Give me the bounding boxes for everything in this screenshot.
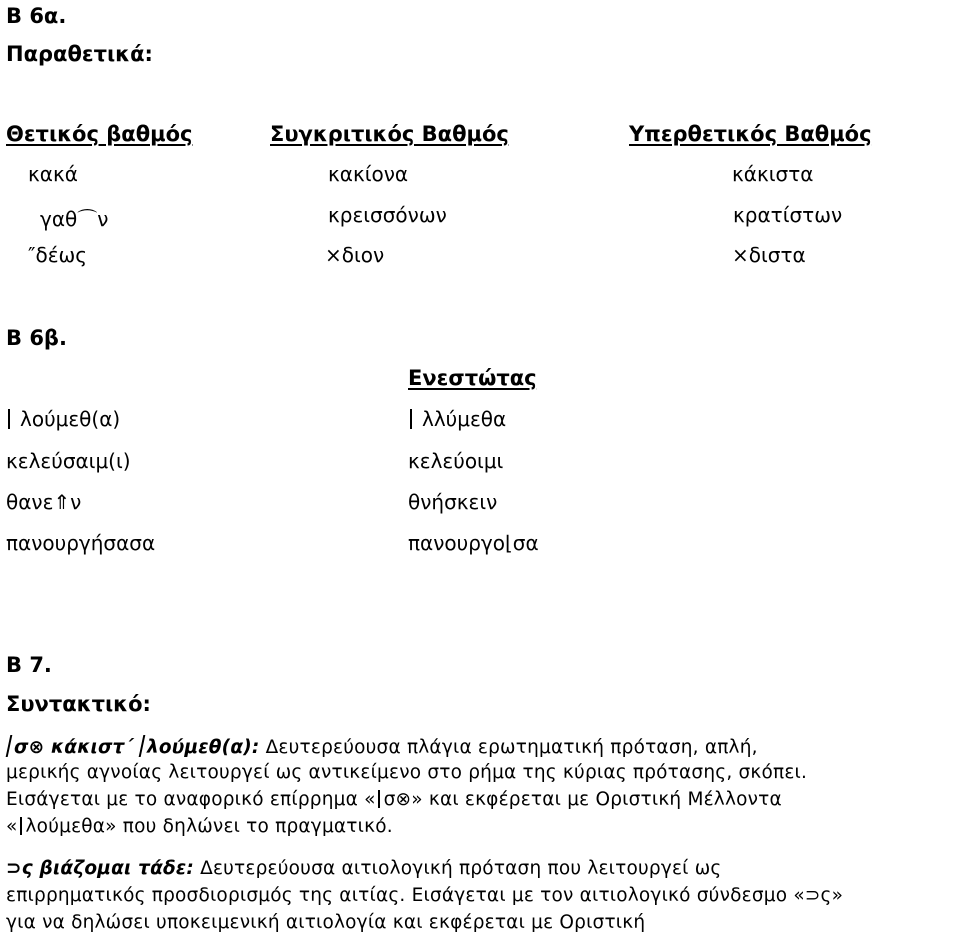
superlative-form-3: ×διστα <box>732 243 806 267</box>
positive-form-3: ″δέως <box>28 243 88 267</box>
breathing-mark <box>378 790 380 808</box>
col-header-superlative: Υπερθετικός Βαθμός <box>629 122 872 146</box>
form-row-2-left: κελεύσαιμ(ι) <box>6 449 131 473</box>
clause-label-1: σ⊗ κάκιστ΄ <box>14 737 133 758</box>
form-row-2-right: κελεύοιμι <box>408 449 504 473</box>
section-b6a-subheading: Παραθετικά: <box>6 42 153 66</box>
superlative-form-2: κρατίστων <box>733 203 843 227</box>
breathing-mark <box>139 735 146 757</box>
form-row-3-left: θανε⇑ν <box>6 490 82 514</box>
syntax-para2-line3: για να δηλώσει υποκειμενική αιτιολογία και εκφέρεται με Οριστική <box>6 912 646 933</box>
comparative-form-3: ×διον <box>325 243 385 267</box>
comparative-form-2: κρεισσόνων <box>328 203 447 227</box>
form-row-3-right: θνήσκειν <box>408 490 498 514</box>
section-b6a-heading: Β 6α. <box>6 4 67 28</box>
section-b6b-heading: Β 6β. <box>6 326 67 350</box>
section-b7-subheading: Συντακτικό: <box>6 692 151 716</box>
col-header-comparative: Συγκριτικός Βαθμός <box>270 122 509 146</box>
clause-label-2: ⊃ς βιάζομαι τάδε: <box>6 858 195 879</box>
form-row-4-left: πανουργήσασα <box>6 531 156 555</box>
section-b7-heading: Β 7. <box>6 653 52 677</box>
comparative-form-1: κακίονα <box>328 162 409 186</box>
syntax-para1-line1: σ⊗ κάκιστ΄ λούμεθ(α): Δευτερεύουσα πλάγια ερωτηματική πρόταση, απλή, <box>6 735 758 758</box>
breathing-mark <box>410 409 412 429</box>
form-row-1-left: λούμεθ(α) <box>8 407 120 431</box>
clause-label-1b: λούμεθ(α): <box>146 737 260 758</box>
breathing-mark <box>8 409 10 429</box>
syntax-para2-line2: επιρρηματικός προσδιορισμός της αιτίας. Εισάγεται με τον αιτιολογικό σύνδεσμο «⊃ς» <box>6 885 844 906</box>
superlative-form-1: κάκιστα <box>732 162 814 186</box>
syntax-para1-line4: « λούμεθα» που δηλώνει το πραγματικό. <box>6 816 393 837</box>
form-row-4-right: πανουργο⌊σα <box>408 531 539 555</box>
syntax-para2-line1: ⊃ς βιάζομαι τάδε: Δευτερεύουσα αιτιολογική πρόταση που λειτουργεί ως <box>6 858 722 879</box>
breathing-mark <box>6 735 13 757</box>
form-row-1-right: λλύμεθα <box>410 407 506 431</box>
col-header-present: Ενεστώτας <box>408 366 537 390</box>
syntax-para1-line3: Εισάγεται με το αναφορικό επίρρημα « σ⊗» και εκφέρεται με Οριστική Μέλλοντα <box>6 789 782 810</box>
breathing-mark <box>20 817 22 835</box>
positive-form-1: κακά <box>28 162 78 186</box>
positive-form-2: γαθ⌒ν <box>40 207 109 231</box>
col-header-positive: Θετικός βαθμός <box>6 122 193 146</box>
syntax-para1-line2: μερικής αγνοίας λειτουργεί ως αντικείμενο στο ρήμα της κύριας πρότασης, σκόπει. <box>6 762 808 783</box>
